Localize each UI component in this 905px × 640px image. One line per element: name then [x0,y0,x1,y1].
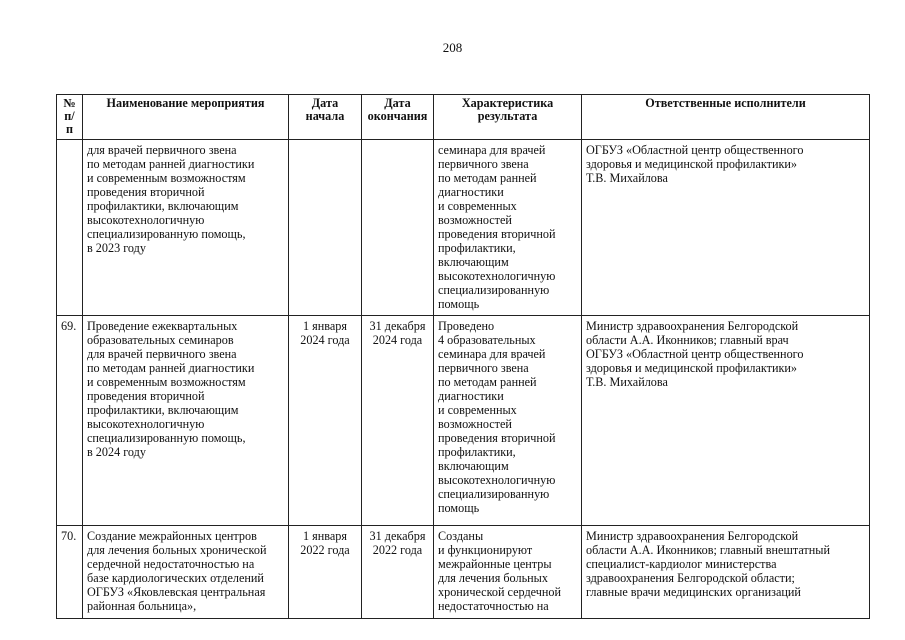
row-start [289,140,362,316]
table-row [57,316,870,526]
header-start: Дата начала [289,95,362,140]
row-name: для врачей первичного звена по методам ранней диагностики и современным возможностям проведения вторичной профилактики, включающим высокотехнологичную специализированную помощь, в 2023 году [83,140,289,316]
table-row [57,140,870,316]
events-table [56,94,870,619]
page-number: 208 [442,40,463,55]
row-name: Проведение ежеквартальных образовательных семинаров для врачей первичного звена по методам ранней диагностики и современным возможностям проведения вторичной профилактики, включающим высокотехнологичную специализированную помощь, в 2024 году [83,316,289,526]
header-exec: Ответственные исполнители [582,95,870,140]
row-start: 1 января 2024 года [289,316,362,526]
row-result: Проведено 4 образовательных семинара для врачей первичного звена по методам ранней диагностики и современных возможностей проведения вторичной профилактики, включающим высокотехнологичную специализированную помощь [434,316,582,526]
table-row [57,526,870,619]
row-exec: Министр здравоохранения Белгородской области А.А. Иконников; главный врач ОГБУЗ «Областной центр общественного здоровья и медицинской профилактики» Т.В. Михайлова [582,316,870,526]
row-num [57,140,83,316]
header-end: Дата окончания [362,95,434,140]
header-num: № п/п [57,95,83,140]
table-header-row [57,95,870,140]
row-num: 70. [57,526,83,619]
row-end: 31 декабря 2024 года [362,316,434,526]
row-exec: ОГБУЗ «Областной центр общественного здоровья и медицинской профилактики» Т.В. Михайлова [582,140,870,316]
row-num: 69. [57,316,83,526]
row-exec: Министр здравоохранения Белгородской области А.А. Иконников; главный внештатный специалист-кардиолог министерства здравоохранения Белгородской области; главные врачи медицинских организаций [582,526,870,619]
row-end [362,140,434,316]
row-result: семинара для врачей первичного звена по методам ранней диагностики и современных возможностей проведения вторичной профилактики, включающим высокотехнологичную специализированную помощь [434,140,582,316]
header-result: Характеристика результата [434,95,582,140]
row-result: Созданы и функционируют межрайонные центры для лечения больных хронической сердечной недостаточностью на [434,526,582,619]
row-start: 1 января 2022 года [289,526,362,619]
header-name: Наименование мероприятия [83,95,289,140]
row-end: 31 декабря 2022 года [362,526,434,619]
row-name: Создание межрайонных центров для лечения больных хронической сердечной недостаточностью на базе кардиологических отделений ОГБУЗ «Яковлевская центральная районная больница», [83,526,289,619]
